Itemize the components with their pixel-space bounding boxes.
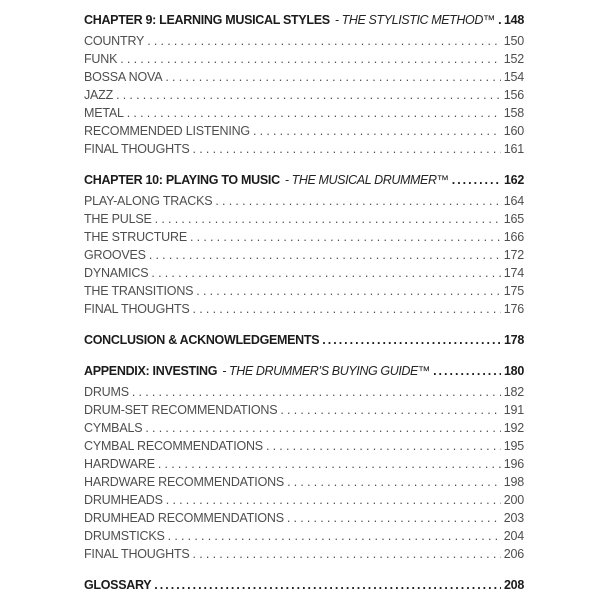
page-number: 195 [503,439,524,453]
page-number: 180 [504,364,524,378]
page-number: 206 [503,547,524,561]
dot-leader [158,455,501,473]
toc-entry-row [84,491,524,509]
toc-section-conclusion [84,331,524,349]
chapter-title: CHAPTER 9: LEARNING MUSICAL STYLES [84,13,330,27]
page-number: 200 [503,493,524,507]
entry-label: DRUMHEADS [84,493,163,507]
toc-entry-row [84,401,524,419]
dot-leader [168,527,501,545]
dot-leader [166,491,501,509]
toc-entry-row [84,455,524,473]
entry-label: GROOVES [84,248,146,262]
chapter-title: GLOSSARY [84,578,152,592]
dot-leader [154,576,501,594]
page-number: 192 [503,421,524,435]
dot-leader [452,171,501,189]
toc-heading-row [84,11,524,29]
toc-entry-row [84,437,524,455]
page-number: 164 [503,194,524,208]
entry-label: RECOMMENDED LISTENING [84,124,250,138]
toc-entry-row [84,192,524,210]
dot-leader [165,68,500,86]
page-number: 176 [503,302,524,316]
toc-entry-row [84,246,524,264]
dot-leader [149,246,501,264]
entry-label: HARDWARE [84,457,155,471]
page-number: 198 [503,475,524,489]
dot-leader [151,264,500,282]
entry-label: DRUMHEAD RECOMMENDATIONS [84,511,284,525]
entry-label: DRUM-SET RECOMMENDATIONS [84,403,278,417]
page-number: 148 [504,13,524,27]
page-number: 165 [503,212,524,226]
page-number: 174 [503,266,524,280]
toc-entry-row [84,140,524,158]
page-number: 204 [503,529,524,543]
toc-entry-row [84,104,524,122]
entry-label: DYNAMICS [84,266,149,280]
entry-label: FINAL THOUGHTS [84,142,190,156]
chapter-subtitle: - THE DRUMMER’S BUYING GUIDE™ [222,364,431,378]
dot-leader [193,140,501,158]
toc-entry-row [84,264,524,282]
toc-entry-row [84,122,524,140]
dot-leader [322,331,501,349]
dot-leader [287,473,501,491]
chapter-subtitle: - THE STYLISTIC METHOD™ [334,13,496,27]
toc-entry-row [84,210,524,228]
page-number: 154 [503,70,524,84]
entry-label: HARDWARE RECOMMENDATIONS [84,475,285,489]
toc-entry-row [84,32,524,50]
chapter-subtitle: - THE MUSICAL DRUMMER™ [284,173,449,187]
dot-leader [127,104,501,122]
dot-leader [266,437,501,455]
dot-leader [280,401,500,419]
entry-label: THE STRUCTURE [84,230,187,244]
entry-label: THE PULSE [84,212,152,226]
entry-label: BOSSA NOVA [84,70,163,84]
toc-entry-row [84,50,524,68]
chapter-title: APPENDIX: INVESTING [84,364,218,378]
toc-section-glossary [84,576,524,594]
page-number: 191 [503,403,524,417]
page-number: 162 [504,173,524,187]
dot-leader [253,122,501,140]
dot-leader [145,419,500,437]
page-number: 178 [504,333,524,347]
page-number: 196 [503,457,524,471]
toc-entry-row [84,545,524,563]
toc-section-chapter-9 [84,11,524,158]
entry-label: FINAL THOUGHTS [84,302,190,316]
page-number: 182 [503,385,524,399]
chapter-title: CHAPTER 10: PLAYING TO MUSIC [84,173,280,187]
entry-label: METAL [84,106,124,120]
dot-leader [120,50,501,68]
entry-label: CYMBALS [84,421,143,435]
page-number: 175 [503,284,524,298]
toc-entry-row [84,509,524,527]
toc-entry-row [84,383,524,401]
entry-label: FUNK [84,52,118,66]
entry-label: THE TRANSITIONS [84,284,194,298]
page-number: 158 [503,106,524,120]
dot-leader [193,300,501,318]
toc-entry-row [84,527,524,545]
dot-leader [155,210,501,228]
toc-entry-row [84,228,524,246]
page-number: 161 [503,142,524,156]
toc-section-appendix [84,362,524,563]
dot-leader [498,11,501,29]
toc-entry-row [84,419,524,437]
entry-label: FINAL THOUGHTS [84,547,190,561]
page-number: 152 [503,52,524,66]
page-number: 166 [503,230,524,244]
page-number: 172 [503,248,524,262]
toc-heading-row [84,576,524,594]
page-number: 203 [503,511,524,525]
toc-entry-row [84,68,524,86]
entry-label: DRUMSTICKS [84,529,165,543]
dot-leader [287,509,501,527]
toc-heading-row [84,362,524,380]
entry-label: COUNTRY [84,34,145,48]
page-number: 150 [503,34,524,48]
entry-label: DRUMS [84,385,129,399]
page-number: 160 [503,124,524,138]
toc-heading-row [84,331,524,349]
toc-entry-row [84,300,524,318]
toc-section-chapter-10 [84,171,524,318]
toc-heading-row [84,171,524,189]
toc-entry-row [84,282,524,300]
chapter-title: CONCLUSION & ACKNOWLEDGEMENTS [84,333,320,347]
entry-label: CYMBAL RECOMMENDATIONS [84,439,263,453]
page-number: 208 [504,578,524,592]
dot-leader [196,282,500,300]
toc-entry-row [84,86,524,104]
page-number: 156 [503,88,524,102]
dot-leader [116,86,501,104]
toc-entry-row [84,473,524,491]
entry-label: JAZZ [84,88,114,102]
dot-leader [132,383,501,401]
dot-leader [190,228,501,246]
entry-label: PLAY-ALONG TRACKS [84,194,213,208]
dot-leader [147,32,501,50]
dot-leader [215,192,500,210]
dot-leader [193,545,501,563]
dot-leader [433,362,501,380]
